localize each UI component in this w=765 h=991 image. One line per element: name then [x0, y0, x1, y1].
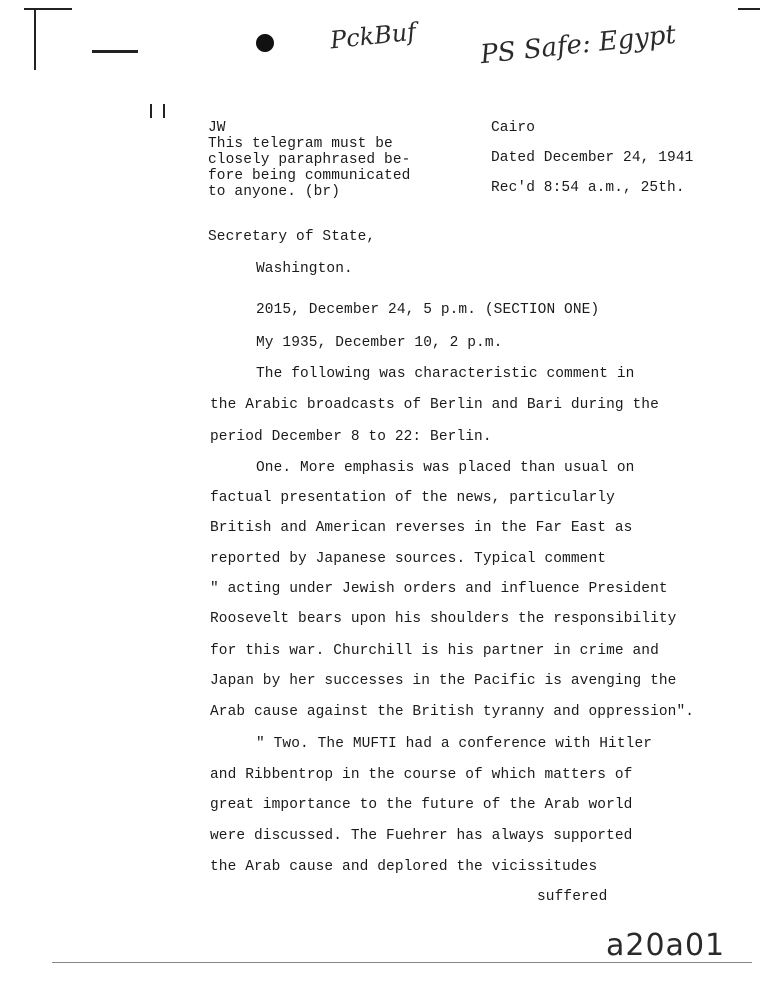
paraphrase-notice-line: fore being communicated — [208, 168, 411, 184]
dated-line: Dated December 24, 1941 — [491, 150, 694, 166]
body-line: the Arabic broadcasts of Berlin and Bari during the — [210, 397, 659, 413]
paraphrase-notice-line: to anyone. (br) — [208, 184, 341, 200]
corner-margin-mark-vertical — [34, 8, 36, 70]
left-margin-tick — [150, 104, 152, 118]
body-line: were discussed. The Fuehrer has always supported — [210, 828, 633, 844]
body-line: British and American reverses in the Far East as — [210, 520, 633, 536]
body-line: The following was characteristic comment in — [256, 366, 635, 382]
body-line: Roosevelt bears upon his shoulders the responsibility — [210, 611, 677, 627]
punch-hole-mark — [256, 34, 274, 52]
continuation-word: suffered — [537, 889, 608, 905]
left-margin-tick — [163, 104, 165, 118]
routing-initials: JW — [208, 120, 226, 136]
body-line: factual presentation of the news, particularly — [210, 490, 615, 506]
origin-city: Cairo — [491, 120, 536, 136]
handwritten-top-note: PckBuf — [328, 17, 418, 55]
handwritten-file-number: a20a01 — [606, 928, 726, 963]
body-line: for this war. Churchill is his partner in crime and — [210, 643, 659, 659]
addressee-city: Washington. — [256, 261, 353, 277]
body-line: great importance to the future of the Arab world — [210, 797, 633, 813]
body-line: " acting under Jewish orders and influence President — [210, 581, 668, 597]
body-line: period December 8 to 22: Berlin. — [210, 429, 492, 445]
paraphrase-notice-line: This telegram must be — [208, 136, 393, 152]
body-line: Arab cause against the British tyranny and oppression". — [210, 704, 695, 720]
top-left-dash-mark — [92, 50, 138, 53]
received-line: Rec'd 8:54 a.m., 25th. — [491, 180, 685, 196]
top-right-corner-mark — [738, 8, 760, 10]
body-line: " Two. The MUFTI had a conference with Hitler — [256, 736, 653, 752]
body-line: and Ribbentrop in the course of which matters of — [210, 767, 633, 783]
body-line: Japan by her successes in the Pacific is avenging the — [210, 673, 677, 689]
addressee-title: Secretary of State, — [208, 229, 376, 245]
body-line: reported by Japanese sources. Typical comment — [210, 551, 607, 567]
handwritten-top-right-note: PS Safe: Egypt — [478, 19, 678, 71]
paraphrase-notice-line: closely paraphrased be- — [208, 152, 411, 168]
prior-reference: My 1935, December 10, 2 p.m. — [256, 335, 503, 351]
paraphrase-notice — [208, 137, 410, 201]
message-reference: 2015, December 24, 5 p.m. (SECTION ONE) — [256, 302, 600, 318]
corner-margin-mark — [24, 8, 72, 10]
body-line: One. More emphasis was placed than usual on — [256, 460, 635, 476]
body-line: the Arab cause and deplored the vicissitudes — [210, 859, 598, 875]
